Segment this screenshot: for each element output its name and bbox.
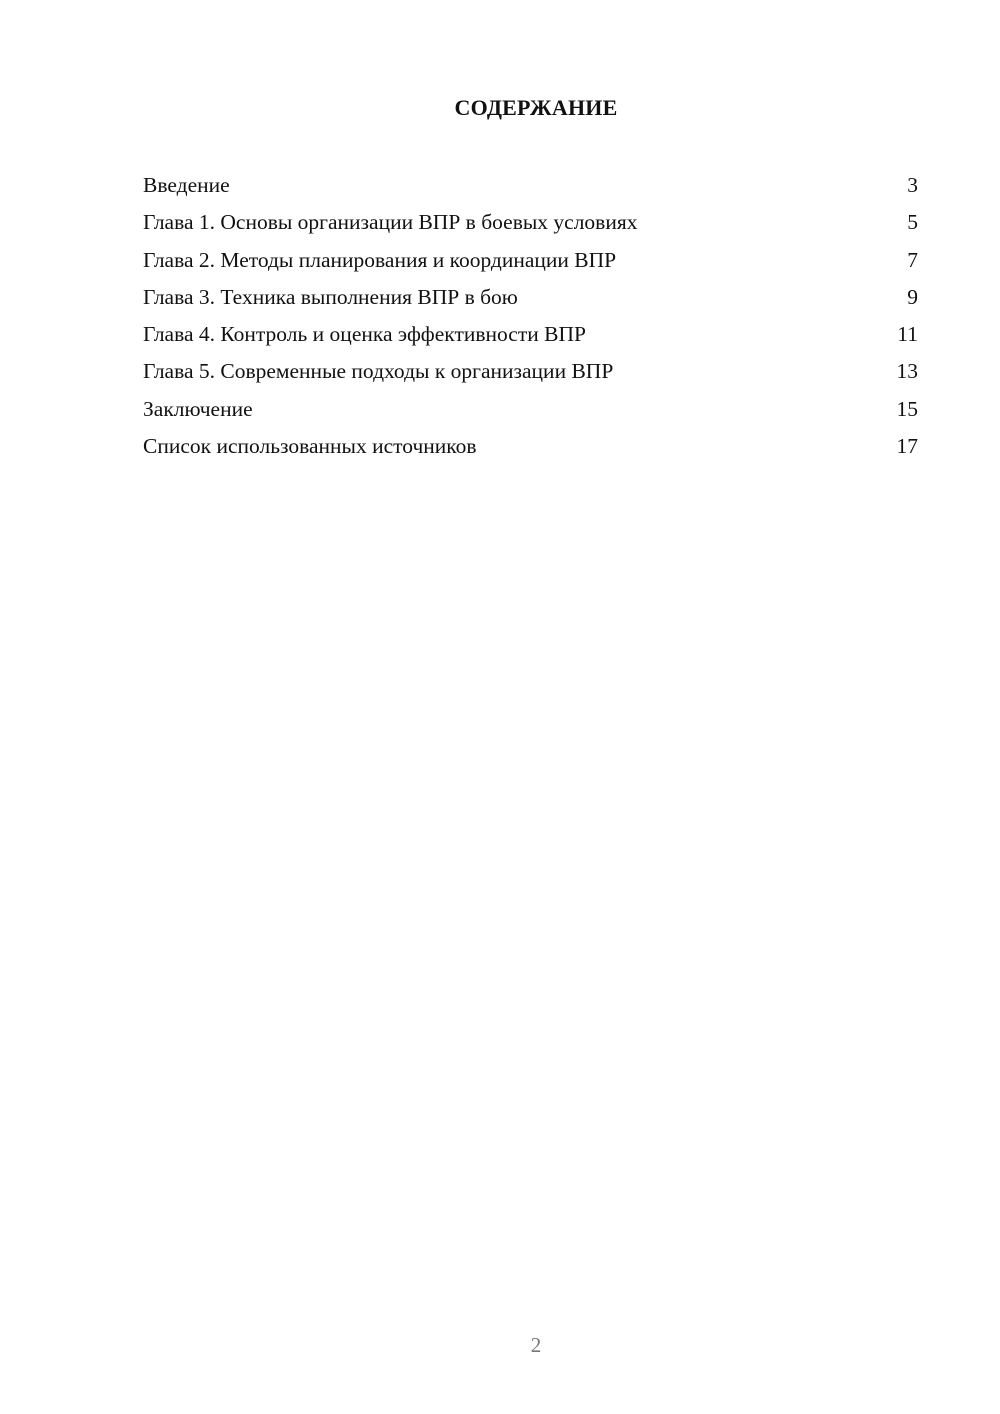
toc-entry-page: 15 (896, 396, 918, 421)
toc-entry-page: 17 (896, 434, 918, 459)
toc-entry-page: 13 (896, 359, 918, 384)
toc-entry-page: 3 (907, 173, 918, 197)
toc-entry-label: Глава 1. Основы организации ВПР в боевых условиях (143, 210, 638, 235)
toc-entry-page: 9 (907, 284, 918, 309)
toc-entry-page: 11 (897, 322, 918, 347)
toc-entry-conclusion (143, 394, 918, 431)
toc-entry-introduction (143, 170, 918, 207)
toc-entry-label: Глава 2. Методы планирования и координации ВПР (143, 247, 617, 272)
toc-entry-page: 7 (907, 247, 918, 272)
toc-entry-label: Введение (143, 173, 230, 197)
toc-title: СОДЕРЖАНИЕ (454, 95, 618, 120)
toc-entry-label: Список использованных источников (143, 434, 477, 459)
toc-entry-chapter-5 (143, 356, 918, 393)
toc-entry-chapter-3 (143, 282, 918, 319)
page-number: 2 (530, 1333, 542, 1357)
toc-entry-label: Глава 5. Современные подходы к организации ВПР (143, 359, 614, 384)
toc-entry-chapter-4 (143, 319, 918, 356)
toc-entry-references (143, 431, 918, 468)
toc-entry-label: Глава 4. Контроль и оценка эффективности ВПР (143, 322, 586, 347)
toc-entry-chapter-2 (143, 245, 918, 282)
toc-entry-chapter-1 (143, 207, 918, 244)
toc-entry-page: 5 (907, 210, 918, 235)
toc-entry-label: Заключение (143, 396, 253, 421)
toc-entry-label: Глава 3. Техника выполнения ВПР в бою (143, 284, 518, 309)
table-of-contents (143, 170, 918, 468)
